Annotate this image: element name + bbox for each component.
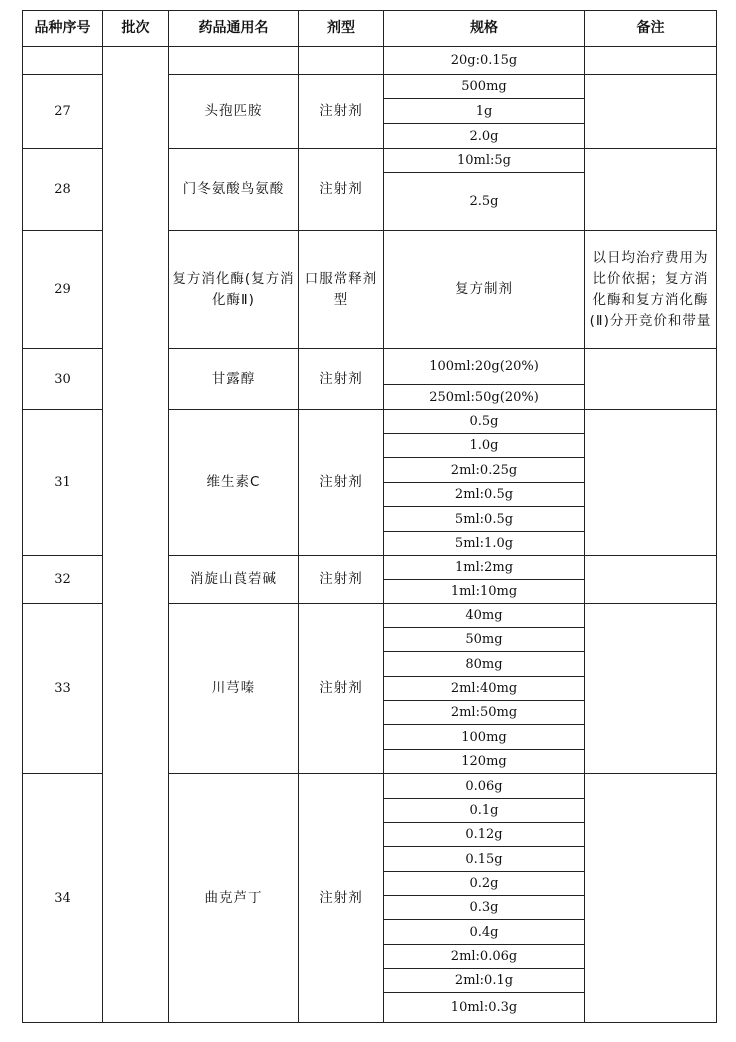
spec-cell: 100mg	[384, 725, 585, 750]
spec-cell: 250ml:50g(20%)	[384, 385, 585, 410]
note-cell	[585, 349, 717, 410]
spec-cell: 0.3g	[384, 896, 585, 920]
spec-cell: 0.06g	[384, 774, 585, 799]
spec-cell: 40mg	[384, 604, 585, 628]
spec-cell: 20g:0.15g	[384, 47, 585, 75]
drug-no: 29	[23, 231, 103, 349]
spec-cell: 10ml:0.3g	[384, 993, 585, 1023]
drug-name: 门冬氨酸鸟氨酸	[169, 149, 299, 231]
spec-cell: 0.2g	[384, 872, 585, 896]
drug-name: 曲克芦丁	[169, 774, 299, 1023]
spec-cell: 5ml:1.0g	[384, 532, 585, 556]
note-cell	[585, 149, 717, 231]
drug-form: 口服常释剂型	[299, 231, 384, 349]
drug-name: 甘露醇	[169, 349, 299, 410]
spec-cell: 2ml:0.1g	[384, 969, 585, 993]
form-cell	[299, 47, 384, 75]
note-cell	[585, 556, 717, 604]
note-cell	[585, 75, 717, 149]
spec-cell: 1ml:2mg	[384, 556, 585, 580]
drug-name: 复方消化酶(复方消化酶Ⅱ)	[169, 231, 299, 349]
drug-table	[22, 10, 717, 1023]
spec-cell: 0.1g	[384, 799, 585, 823]
spec-cell: 120mg	[384, 750, 585, 774]
spec-cell: 0.5g	[384, 410, 585, 434]
header-batch: 批次	[103, 11, 169, 47]
spec-cell: 50mg	[384, 628, 585, 652]
drug-no: 31	[23, 410, 103, 556]
header-spec: 规格	[384, 11, 585, 47]
drug-no: 27	[23, 75, 103, 149]
spec-cell: 0.12g	[384, 823, 585, 847]
spec-cell: 0.15g	[384, 847, 585, 872]
spec-cell: 2ml:0.5g	[384, 483, 585, 507]
drug-form: 注射剂	[299, 556, 384, 604]
note-cell	[585, 410, 717, 556]
spec-cell: 2.5g	[384, 173, 585, 231]
drug-no: 32	[23, 556, 103, 604]
spec-cell: 复方制剂	[384, 231, 585, 349]
table-header-row	[23, 11, 717, 47]
drug-form: 注射剂	[299, 149, 384, 231]
header-no: 品种序号	[23, 11, 103, 47]
spec-cell: 1ml:10mg	[384, 580, 585, 604]
spec-cell: 2ml:50mg	[384, 701, 585, 725]
spec-cell: 10ml:5g	[384, 149, 585, 173]
drug-name: 川芎嗪	[169, 604, 299, 774]
spec-cell: 80mg	[384, 652, 585, 677]
drug-no: 30	[23, 349, 103, 410]
spec-cell: 2ml:0.25g	[384, 458, 585, 483]
spec-cell: 1.0g	[384, 434, 585, 458]
drug-no: 33	[23, 604, 103, 774]
drug-form: 注射剂	[299, 774, 384, 1023]
drug-no: 34	[23, 774, 103, 1023]
spec-cell: 5ml:0.5g	[384, 507, 585, 532]
header-name: 药品通用名	[169, 11, 299, 47]
spec-cell: 2ml:40mg	[384, 677, 585, 701]
drug-form: 注射剂	[299, 410, 384, 556]
drug-name: 头孢匹胺	[169, 75, 299, 149]
spec-cell: 2ml:0.06g	[384, 945, 585, 969]
note-cell	[585, 604, 717, 774]
drug-form: 注射剂	[299, 75, 384, 149]
note-cell	[585, 774, 717, 1023]
drug-name: 维生素C	[169, 410, 299, 556]
name-cell	[169, 47, 299, 75]
table-row	[23, 47, 717, 75]
spec-cell: 1g	[384, 99, 585, 124]
drug-no: 28	[23, 149, 103, 231]
drug-form: 注射剂	[299, 349, 384, 410]
header-form: 剂型	[299, 11, 384, 47]
spec-cell: 2.0g	[384, 124, 585, 149]
drug-name: 消旋山莨菪碱	[169, 556, 299, 604]
header-note: 备注	[585, 11, 717, 47]
batch-cell	[103, 47, 169, 1023]
note-cell: 以日均治疗费用为比价依据；复方消化酶和复方消化酶(Ⅱ)分开竞价和带量	[585, 231, 717, 349]
spec-cell: 100ml:20g(20%)	[384, 349, 585, 385]
spec-cell: 0.4g	[384, 920, 585, 945]
no-cell	[23, 47, 103, 75]
note-cell	[585, 47, 717, 75]
spec-cell: 500mg	[384, 75, 585, 99]
drug-form: 注射剂	[299, 604, 384, 774]
